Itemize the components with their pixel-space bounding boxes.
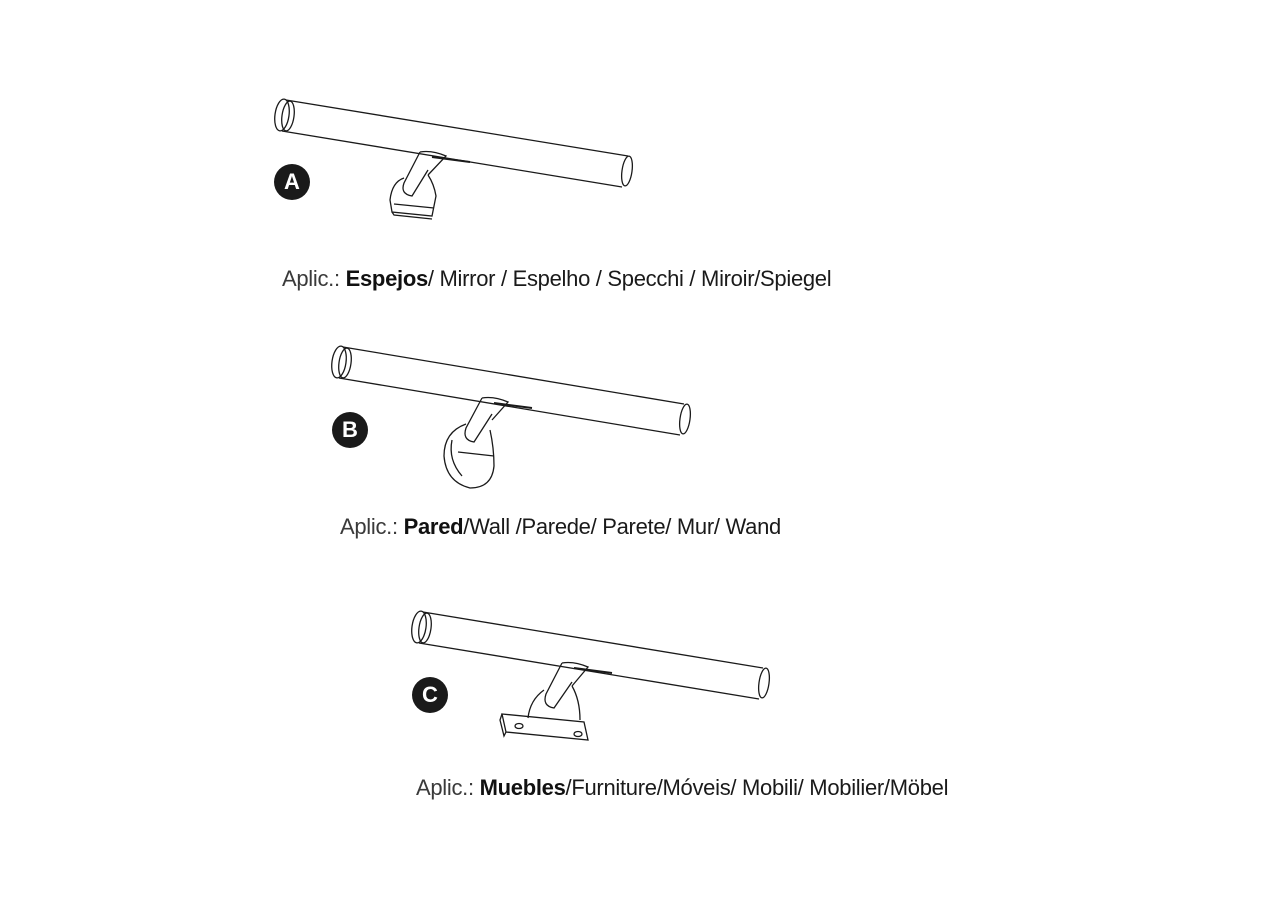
caption-primary: Pared xyxy=(403,514,464,539)
light-bar-icon xyxy=(410,610,771,699)
option-badge-b: B xyxy=(332,412,368,448)
caption-translations: /Furniture/Móveis/ Mobili/ Mobilier/Möbel xyxy=(565,775,949,800)
furniture-bracket-icon xyxy=(500,663,612,741)
caption-translations: /Wall /Parede/ Parete/ Mur/ Wand xyxy=(463,514,781,539)
caption-prefix: Aplic.: xyxy=(282,266,340,291)
caption-translations: / Mirror / Espelho / Specchi / Miroir/Spiegel xyxy=(427,266,832,291)
caption-primary: Muebles xyxy=(479,775,566,800)
caption-prefix: Aplic.: xyxy=(416,775,474,800)
option-badge-a: A xyxy=(274,164,310,200)
caption-primary: Espejos xyxy=(345,266,428,291)
caption-prefix: Aplic.: xyxy=(340,514,398,539)
caption-c xyxy=(416,775,948,801)
option-badge-c: C xyxy=(412,677,448,713)
